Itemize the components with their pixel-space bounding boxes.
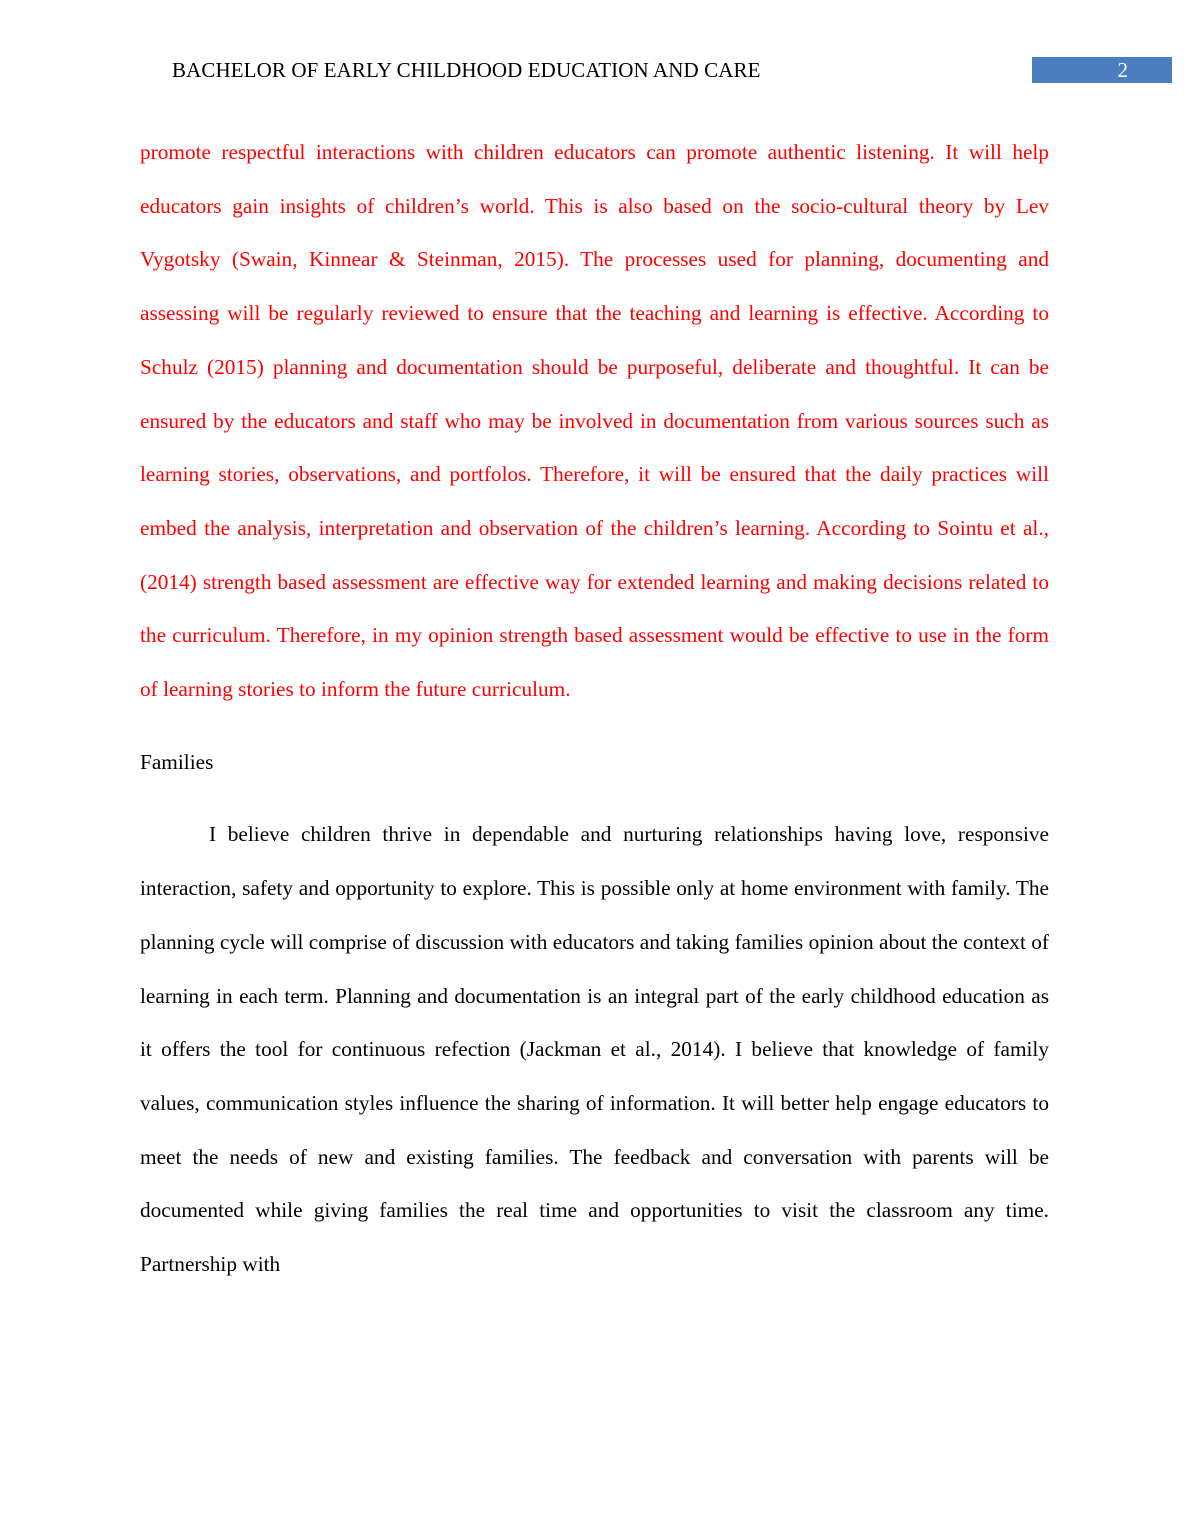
body-paragraph-families: I believe children thrive in dependable and nurturing relationships having love, responsive interaction, safety and opportunity to explore. This is possible only at home environment with family. The planning cycle will comprise of discussion with educators and taking families opinion about the context of learning in each term. Planning and documentation is an integral part of the early childhood education as it offers the tool for continuous refection (Jackman et al., 2014). I believe that knowledge of family values, communication styles influence the sharing of information. It will better help engage educators to meet the needs of new and existing families. The feedback and conversation with parents will be documented while giving families the real time and opportunities to visit the classroom any time. Partnership with [140,822,1049,1277]
running-header-title: BACHELOR OF EARLY CHILDHOOD EDUCATION AND CARE [172,58,761,82]
section-heading-families: Families [140,749,214,774]
body-paragraph-red: promote respectful interactions with children educators can promote authentic listening. It will help educators gain insights of children’s world. This is also based on the socio-cultural theory by Lev Vygotsky (Swain, Kinnear & Steinman, 2015). The processes used for planning, documenting and assessing will be regularly reviewed to ensure that the teaching and learning is effective. According to Schulz (2015) planning and documentation should be purposeful, deliberate and thoughtful. It can be ensured by the educators and staff who may be involved in documentation from various sources such as learning stories, observations, and portfolos. Therefore, it will be ensured that the daily practices will embed the analysis, interpretation and observation of the children’s learning. According to Sointu et al., (2014) strength based assessment are effective way for extended learning and making decisions related to the curriculum. Therefore, in my opinion strength based assessment would be effective to use in the form of learning stories to inform the future curriculum. [140,140,1049,702]
page-number-badge: 2 [1032,57,1172,83]
document-body [140,126,1049,1292]
